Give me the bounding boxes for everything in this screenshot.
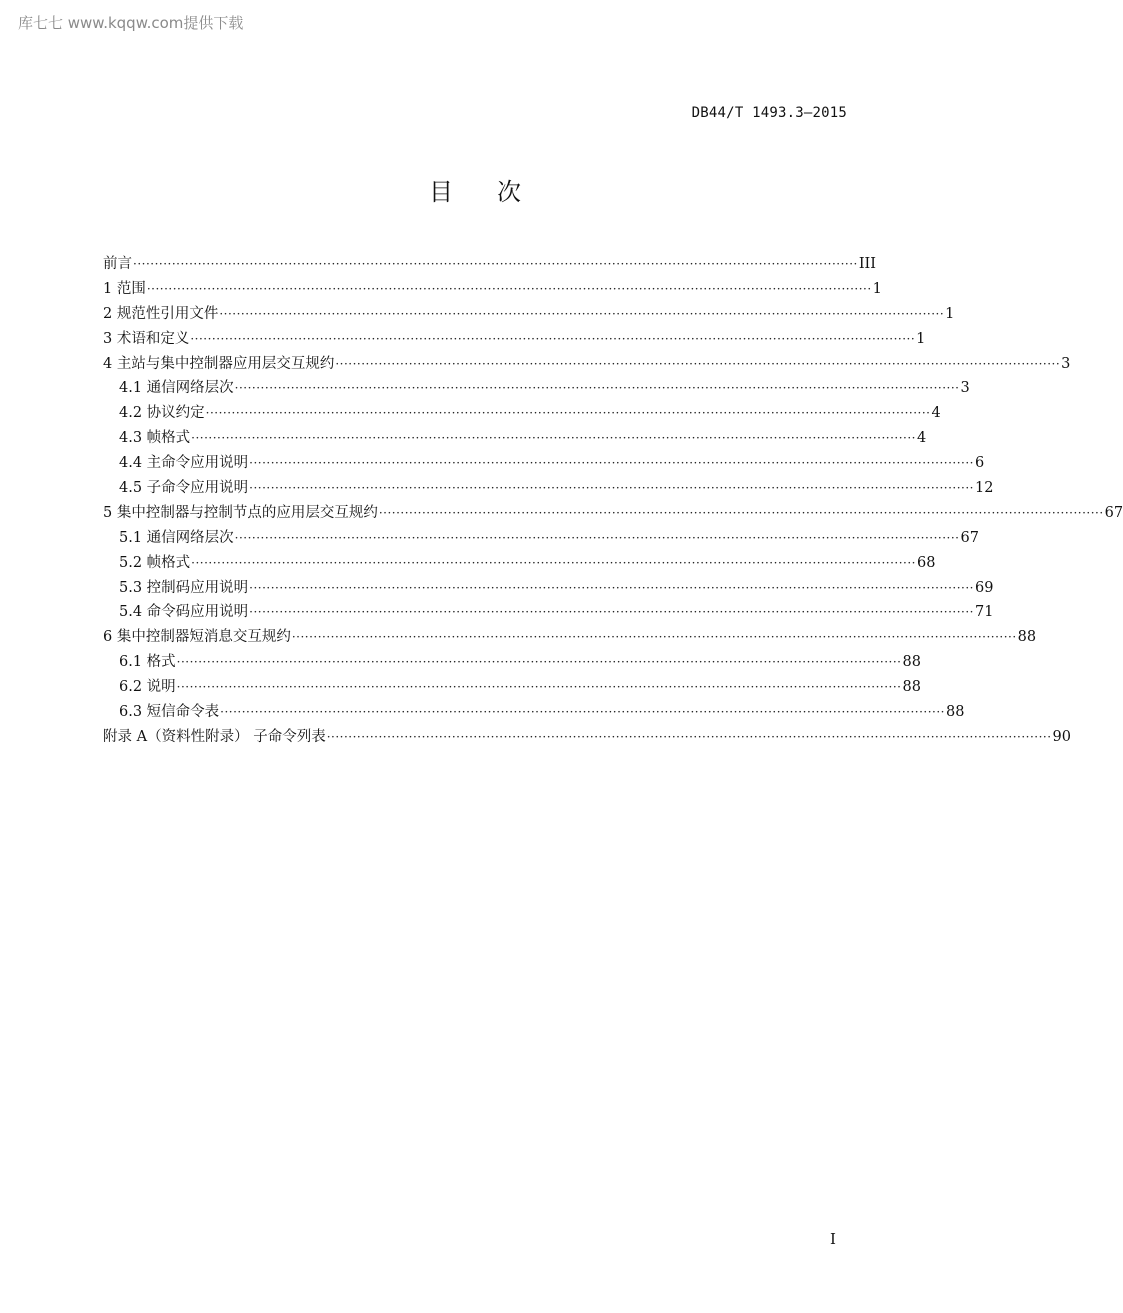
toc-leader-dots: ········································································································································································: [176, 680, 902, 695]
toc-entry[interactable]: [103, 252, 877, 277]
toc-leader-dots: ········································································································································································: [219, 306, 945, 321]
toc-leader-dots: ········································································································································································: [335, 356, 1061, 371]
toc-entry[interactable]: [103, 600, 994, 625]
toc-entry[interactable]: [103, 551, 936, 576]
toc-entry[interactable]: [103, 376, 970, 401]
toc-entry-label: 4.2 协议约定: [119, 405, 205, 422]
toc-leader-dots: ········································································································································································: [249, 456, 974, 471]
toc-entry-page: 88: [902, 654, 921, 671]
toc-leader-dots: ········································································································································································: [133, 257, 858, 271]
toc-entry-label: 5 集中控制器与控制节点的应用层交互规约: [103, 504, 378, 521]
toc-entry-label: 5.3 控制码应用说明: [119, 579, 249, 596]
toc-entry-page: 69: [975, 579, 994, 596]
toc-entry-label: 附录 A（资料性附录） 子命令列表: [103, 728, 326, 745]
toc-entry-label: 4.5 子命令应用说明: [119, 480, 249, 497]
toc-entry-label: 2 规范性引用文件: [103, 305, 219, 322]
toc-entry[interactable]: [103, 327, 926, 352]
toc-entry-page: 1: [916, 330, 926, 347]
toc-entry[interactable]: [103, 426, 927, 451]
toc-leader-dots: ········································································································································································: [146, 281, 872, 296]
toc-title: 目次: [429, 178, 565, 206]
toc-entry-label: 6 集中控制器短消息交互规约: [103, 629, 291, 646]
toc-entry-label: 6.1 格式: [119, 654, 176, 671]
toc-entry-label: 3 术语和定义: [103, 330, 190, 347]
toc-entry-page: 12: [975, 480, 994, 497]
toc-entry[interactable]: [103, 302, 955, 327]
toc-entry-page: 88: [946, 704, 965, 721]
toc-entry-page: III: [858, 256, 877, 272]
toc-leader-dots: ········································································································································································: [234, 381, 960, 396]
table-of-contents: [103, 252, 1123, 750]
toc-entry-label: 1 范围: [103, 280, 146, 297]
toc-entry-label: 5.2 帧格式: [119, 554, 191, 571]
toc-entry[interactable]: [103, 401, 941, 426]
toc-entry-page: 67: [960, 529, 979, 546]
toc-entry[interactable]: [103, 451, 985, 476]
toc-leader-dots: ········································································································································································: [234, 530, 960, 545]
toc-entry[interactable]: [103, 352, 1071, 377]
toc-entry-label: 4.1 通信网络层次: [119, 380, 234, 397]
toc-leader-dots: ········································································································································································: [378, 505, 1104, 520]
toc-entry-page: 3: [1061, 355, 1071, 372]
page-number: I: [830, 1230, 836, 1248]
toc-entry[interactable]: [103, 576, 994, 601]
toc-entry-page: 6: [975, 455, 985, 472]
toc-entry-page: 3: [960, 380, 970, 397]
toc-entry[interactable]: [103, 526, 979, 551]
toc-leader-dots: ········································································································································································: [190, 331, 916, 346]
toc-entry-page: 68: [917, 554, 936, 571]
toc-leader-dots: ········································································································································································: [249, 605, 974, 620]
toc-entry[interactable]: [103, 675, 921, 700]
toc-entry[interactable]: [103, 501, 1123, 526]
toc-entry-page: 90: [1052, 728, 1071, 745]
toc-entry[interactable]: [103, 650, 921, 675]
toc-entry[interactable]: [103, 700, 965, 725]
toc-entry-label: 4.4 主命令应用说明: [119, 455, 249, 472]
toc-leader-dots: ········································································································································································: [249, 481, 974, 496]
toc-leader-dots: ········································································································································································: [191, 431, 916, 446]
toc-entry-page: 71: [975, 604, 994, 621]
toc-entry-page: 88: [902, 679, 921, 696]
toc-entry[interactable]: [103, 725, 1071, 750]
toc-entry-label: 5.1 通信网络层次: [119, 529, 234, 546]
toc-entry[interactable]: [103, 476, 994, 501]
toc-leader-dots: ········································································································································································: [249, 580, 974, 595]
toc-entry-page: 4: [917, 430, 927, 447]
toc-leader-dots: ········································································································································································: [191, 555, 916, 570]
toc-entry-page: 1: [945, 305, 955, 322]
toc-entry-label: 4 主站与集中控制器应用层交互规约: [103, 355, 335, 372]
toc-entry[interactable]: [103, 277, 882, 302]
standard-code: DB44/T 1493.3—2015: [691, 105, 847, 121]
toc-leader-dots: ········································································································································································: [205, 406, 931, 421]
toc-entry-page: 67: [1104, 504, 1123, 521]
toc-entry-label: 6.2 说明: [119, 679, 176, 696]
toc-entry-label: 6.3 短信命令表: [119, 704, 220, 721]
watermark-text: 库七七 www.kqqw.com提供下载: [18, 14, 244, 32]
toc-entry[interactable]: [103, 625, 1037, 650]
toc-leader-dots: ········································································································································································: [291, 630, 1017, 645]
toc-leader-dots: ········································································································································································: [220, 705, 945, 720]
toc-entry-label: 5.4 命令码应用说明: [119, 604, 249, 621]
toc-entry-label: 4.3 帧格式: [119, 430, 191, 447]
toc-leader-dots: ········································································································································································: [176, 655, 902, 670]
toc-leader-dots: ········································································································································································: [326, 729, 1052, 744]
toc-entry-page: 4: [931, 405, 941, 422]
toc-entry-page: 1: [872, 280, 882, 297]
toc-entry-label: 前言: [103, 256, 132, 272]
toc-entry-page: 88: [1017, 629, 1037, 646]
